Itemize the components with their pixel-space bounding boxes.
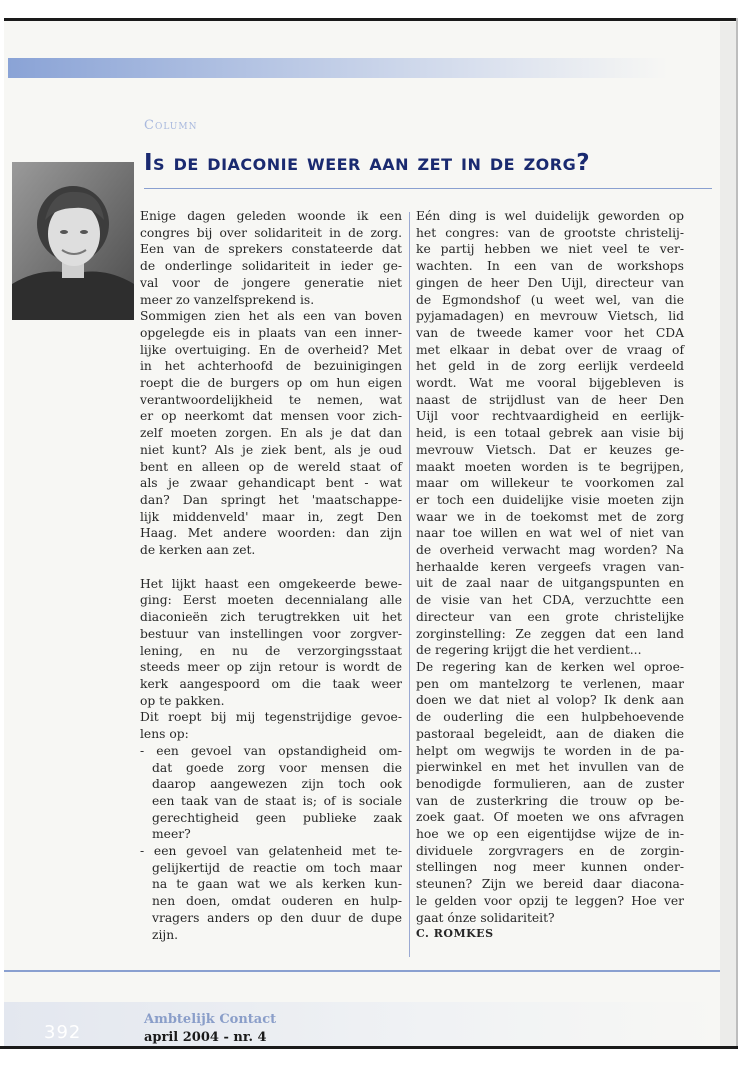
text-line: Sommigen zien het als een van boven <box>140 309 402 324</box>
text-line: - een gevoel van opstandigheid om- <box>140 743 402 758</box>
text-line: zijn. <box>152 927 179 942</box>
text-line: de Egmondshof (u weet wel, van die <box>416 292 684 307</box>
text-line: lening, en nu de verzorgingsstaat <box>140 643 402 658</box>
text-line: het congres: van de grootste christelij- <box>416 225 684 240</box>
text-line: in het achterhoofd de bezuinigingen <box>140 359 402 374</box>
text-line: de overheid verwacht mag worden? Na <box>416 543 684 558</box>
article-column-right <box>416 208 684 943</box>
header-color-band <box>8 58 668 78</box>
column-divider <box>409 212 410 957</box>
text-line: zelf moeten zorgen. En als je dat dan <box>140 426 402 441</box>
text-line: wachten. In een van de workshops <box>416 259 684 274</box>
text-line: van de zusterkring die trouw op be- <box>416 793 684 808</box>
text-line: De regering kan de kerken wel oproe- <box>416 659 684 674</box>
text-line: meer zo vanzelfsprekend is. <box>140 292 315 307</box>
text-line: kerk aangespoord om die taak weer <box>140 676 402 691</box>
text-line: de regering krijgt die het verdient... <box>416 643 642 658</box>
text-line: daarop aangewezen zijn toch ook <box>152 777 402 792</box>
text-line: ke partij hebben we niet veel te ver- <box>416 242 684 257</box>
text-line: een taak van de staat is; of is sociale <box>152 793 402 808</box>
text-line: dividuele zorgvragers en de zorgin- <box>416 843 684 858</box>
text-line: mevrouw Vietsch. Dat er keuzes ge- <box>416 442 684 457</box>
text-line: hoe we op een eigentijdse wijze de in- <box>416 827 684 842</box>
text-line: doen we dat niet al volop? Ik denk aan <box>416 693 684 708</box>
title-underline <box>144 188 712 189</box>
text-line: waar we in de toekomst met de zorg <box>416 509 684 524</box>
text-line: Enige dagen geleden woonde ik een <box>140 209 402 223</box>
top-rule <box>4 18 738 21</box>
publication-name: Ambtelijk Contact <box>144 1012 277 1027</box>
text-line: steeds meer op zijn retour is wordt de <box>140 660 402 675</box>
text-line: zoek gaat. Of moeten we ons afvragen <box>416 810 684 825</box>
text-line: lijk middenveld' maar in, zegt Den <box>140 509 402 524</box>
article-title: Is de diaconie weer aan zet in de zorg? <box>144 150 591 176</box>
text-line: gingen de heer Den Uijl, directeur van <box>416 275 684 290</box>
text-line: gelijkertijd de reactie om toch maar <box>152 860 402 875</box>
text-line: uit de zaal naar de uitgangspunten en <box>416 576 684 591</box>
bottom-edge <box>0 1046 738 1049</box>
text-line: naast de strijdlust van de heer Den <box>416 392 684 407</box>
text-line: verantwoordelijkheid te nemen, wat <box>140 392 402 407</box>
text-line: na te gaan wat we als kerken kun- <box>152 877 402 892</box>
text-line: er toch een duidelijke visie moeten zijn <box>416 492 684 507</box>
text-line: Uijl voor rechtvaardigheid en eerlijk- <box>416 409 684 424</box>
text-line: roept die de burgers op om hun eigen <box>140 376 402 391</box>
text-line: de visie van het CDA, verzuchtte een <box>416 593 684 608</box>
text-line: van de tweede kamer voor het CDA <box>416 325 684 340</box>
text-line: Het lijkt haast een omgekeerde bewe- <box>140 576 402 591</box>
text-line: naar toe willen en wat wel of niet van <box>416 526 684 541</box>
text-line: ging: Eerst moeten decennialang alle <box>140 593 402 608</box>
text-line: wordt. Wat me vooral bijgebleven is <box>416 376 684 391</box>
text-line: de ouderling die een hulpbehoevende <box>416 710 684 725</box>
text-line: congres bij over solidariteit in de zorg. <box>140 225 402 240</box>
text-line: niet kunt? Als je ziek bent, als je oud <box>140 442 402 457</box>
text-line: benodigde formulieren, aan de zuster <box>416 776 684 791</box>
text-line: het geld in de zorg eerlijk verdeeld <box>416 359 684 374</box>
text-line: meer? <box>152 827 191 842</box>
text-line: heid, is een totaal gebrek aan visie bij <box>416 426 684 441</box>
text-line: dat goede zorg voor mensen die <box>152 760 402 775</box>
text-line: bestuur van instellingen voor zorgver- <box>140 626 402 641</box>
text-line: lens op: <box>140 727 189 742</box>
text-line: de kerken aan zet. <box>140 543 256 558</box>
text-line: er op neerkomt dat mensen voor zich- <box>140 409 402 424</box>
text-line: gerechtigheid geen publieke zaak <box>152 810 402 825</box>
text-line: helpt om wegwijs te worden in de pa- <box>416 743 684 758</box>
text-line: Eén ding is wel duidelijk geworden op <box>416 209 684 223</box>
text-line: - een gevoel van gelatenheid met te- <box>140 844 402 859</box>
text-line: met elkaar in debat over de vraag of <box>416 342 684 357</box>
author-signature: C. ROMKES <box>416 927 494 941</box>
article-column-left <box>140 208 402 943</box>
text-line: steunen? Zijn we bereid daar diacona- <box>416 877 684 892</box>
text-line: pierwinkel en met het invullen van de <box>416 760 684 775</box>
text-line: Dit roept bij mij tegenstrijdige gevoe- <box>140 710 402 725</box>
section-label: Column <box>144 118 198 133</box>
text-line: gaat ónze solidariteit? <box>416 910 555 925</box>
text-line: bent en alleen op de wereld staat of <box>140 459 402 474</box>
text-line: pastoraal begeleidt, aan de diaken die <box>416 726 684 741</box>
text-line: maar om willekeur te voorkomen zal <box>416 476 684 491</box>
text-line: nen doen, omdat ouderen en hulp- <box>152 894 402 909</box>
paragraph-gap <box>140 559 402 576</box>
page-number: 392 <box>44 1022 82 1043</box>
text-line: opgelegde eis in plaats van een inner- <box>140 325 402 340</box>
text-line: op te pakken. <box>140 693 225 708</box>
text-line: lijke overtuiging. En de overheid? Met <box>140 342 402 357</box>
text-line: pen om mantelzorg te verlenen, maar <box>416 676 684 691</box>
text-line: de onderlinge solidariteit in ieder ge- <box>140 259 402 274</box>
footer-band <box>4 1002 720 1048</box>
text-line: directeur van een grote christelijke <box>416 609 684 624</box>
text-line: dan? Dan springt het 'maatschappe- <box>140 492 402 507</box>
author-photo <box>12 162 134 320</box>
magazine-page <box>4 18 738 1048</box>
text-line: herhaalde keren vergeefs vragen van- <box>416 559 684 574</box>
issue-info: april 2004 - nr. 4 <box>144 1030 267 1045</box>
text-line: val voor de jongere generatie niet <box>140 275 402 290</box>
portrait-photo-icon <box>12 162 134 320</box>
text-line: stellingen nog meer kunnen onder- <box>416 860 684 875</box>
footer-rule <box>4 970 720 972</box>
text-line: Haag. Met andere woorden: dan zijn <box>140 526 402 541</box>
text-line: Een van de sprekers constateerde dat <box>140 242 402 257</box>
text-line: vragers anders op den duur de dupe <box>152 910 402 925</box>
text-line: diaconieën zich terugtrekken uit het <box>140 610 402 625</box>
text-line: pyjamadagen) en mevrouw Vietsch, lid <box>416 309 684 324</box>
text-line: maakt moeten worden is te begrijpen, <box>416 459 684 474</box>
text-line: als je zwaar gehandicapt bent - wat <box>140 476 402 491</box>
text-line: zorginstelling: Ze zeggen dat een land <box>416 626 684 641</box>
text-line: le gelden voor opzij te leggen? Hoe ver <box>416 893 684 908</box>
